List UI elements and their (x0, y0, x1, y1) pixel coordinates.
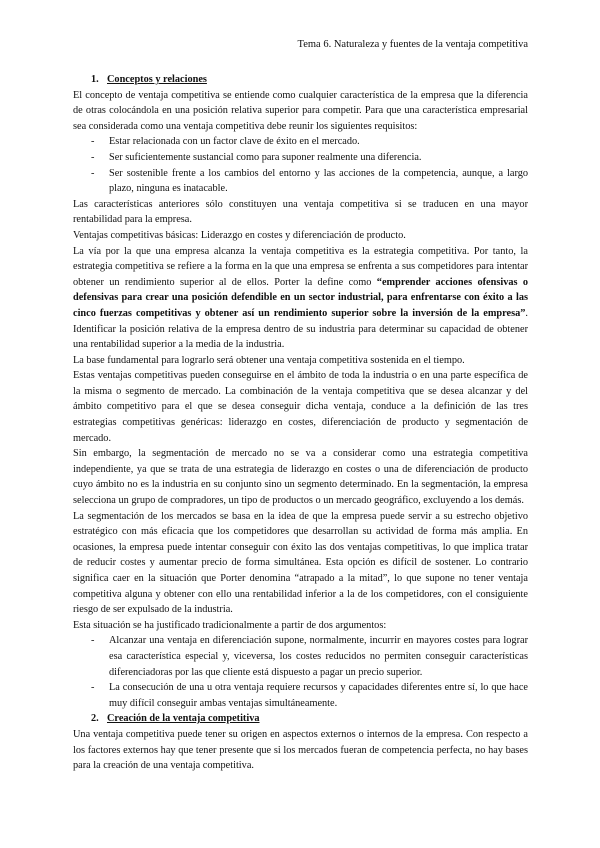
paragraph-estrategia (73, 244, 528, 353)
list-item: - La consecución de una u otra ventaja requiere recursos y capacidades diferentes entre sí, lo que hace muy difícil conseguir ambas ventajas simultáneamente. (73, 680, 528, 711)
section-title: Creación de la ventaja competitiva (107, 713, 260, 725)
text-run: La vía por la que una empresa alcanza la ventaja competitiva es la estrategia competitiva. Por tanto, la estrategia competitiva se refiere a la forma en la que una empresa se enfrenta a sus competidores para intentar obtener un rendimiento superior al de ellos. Porter la define como (73, 245, 528, 288)
section-heading-2 (73, 711, 528, 727)
requisitos-list (73, 134, 528, 196)
paragraph-rentabilidad: Las características anteriores sólo constituyen una ventaja competitiva si se traducen en una mayor rentabilidad para la empresa. (73, 198, 528, 226)
paragraph-base: La base fundamental para lograrlo será obtener una ventaja competitiva sostenida en el tiempo. (73, 354, 465, 366)
paragraph-argumentos: Esta situación se ha justificado tradicionalmente a partir de dos argumentos: (73, 619, 387, 631)
section-heading-1 (73, 72, 528, 88)
argumentos-list (73, 633, 528, 711)
paragraph-origen: Una ventaja competitiva puede tener su origen en aspectos externos o internos de la empresa. Con respecto a los factores externos hay que tener presente que si los mercados fueran de competencia perfecta, no hay bases para la creación de una ventaja competitiva. (73, 728, 528, 772)
section-number: 1. (91, 74, 99, 85)
section-title: Conceptos y relaciones (107, 74, 207, 85)
porter-definition: “emprender acciones ofensivas o defensivas para crear una posición defendible en un sector industrial, para enfrentarse con éxito a las cinco fuerzas competitivas y obtener así un rendimiento superior sobre la inversión de la empresa” (73, 276, 529, 319)
paragraph-basicas: Ventajas competitivas básicas: Liderazgo en costes y diferenciación de producto. (73, 229, 406, 241)
list-item: - Alcanzar una ventaja en diferenciación supone, normalmente, incurrir en mayores costes para lograr esa característica especial y, viceversa, los costes reducidos no permiten conseguir características diferenciadoras por las que cliente está dispuesto a pagar un precio superior. (73, 633, 528, 680)
paragraph-ambito: Estas ventajas competitivas pueden conseguirse en el ámbito de toda la industria o en una parte específica de la misma o segmento de mercado. La combinación de la ventaja competitiva que se desea alcanzar y del ámbito competitivo para el que se desea conseguir dicha ventaja, conduce a la definición de las tres estrategias competitivas genéricas: liderazgo en costes, diferenciación de producto y segmentación de mercado. (73, 370, 528, 444)
list-item: - Estar relacionada con un factor clave de éxito en el mercado. (73, 134, 528, 150)
paragraph-intro: El concepto de ventaja competitiva se entiende como cualquier característica de la empresa que la diferencia de otras colocándola en una posición relativa superior para competir. Para que una característica empresarial sea considerada como una ventaja competitiva debe reunir los siguientes requisitos: (73, 89, 528, 132)
document-body (73, 72, 528, 774)
list-item: - Ser sostenible frente a los cambios del entorno y las acciones de la competencia, aunque, a largo plazo, ninguna es inatacable. (73, 166, 528, 197)
page-header: Tema 6. Naturaleza y fuentes de la ventaja competitiva (297, 39, 528, 50)
paragraph-sin-embargo: Sin embargo, la segmentación de mercado no se va a considerar como una estrategia competitiva independiente, ya que se trata de una estrategia de liderazgo en costes o una de diferenciación de producto cuyo ámbito no es la industria en su conjunto sino un segmento determinado. En la segmentación, la empresa selecciona un grupo de compradores, un tipo de productos o un mercado geográfico, excluyendo a los demás. (73, 448, 528, 507)
list-item: - Ser suficientemente sustancial como para suponer realmente una diferencia. (73, 150, 528, 166)
text-run: . Identificar la posición relativa de la empresa dentro de su industria para determinar su capacidad de obtener una rentabilidad superior a la media de la industria. (73, 307, 528, 351)
section-number: 2. (91, 713, 99, 725)
paragraph-segmentacion: La segmentación de los mercados se basa en la idea de que la empresa puede servir a su estrecho objetivo estratégico con más eficacia que los competidores que desarrollan su actividad de forma más amplia. En ocasiones, la empresa puede intentar conseguir con éxito las dos ventajas competitivas, lo que implica tratar de reducir costes y aumentar precio de forma simultánea. Esta opción es difícil de sostener. Lo contrario significa caer en la situación que Porter denomina “atrapado a la mitad”, lo que supone no tener ventaja competitiva alguna y obtener con ello una rentabilidad inferior a la de los competidores, con el consiguiente riesgo de ser expulsado de la industria. (73, 510, 528, 616)
